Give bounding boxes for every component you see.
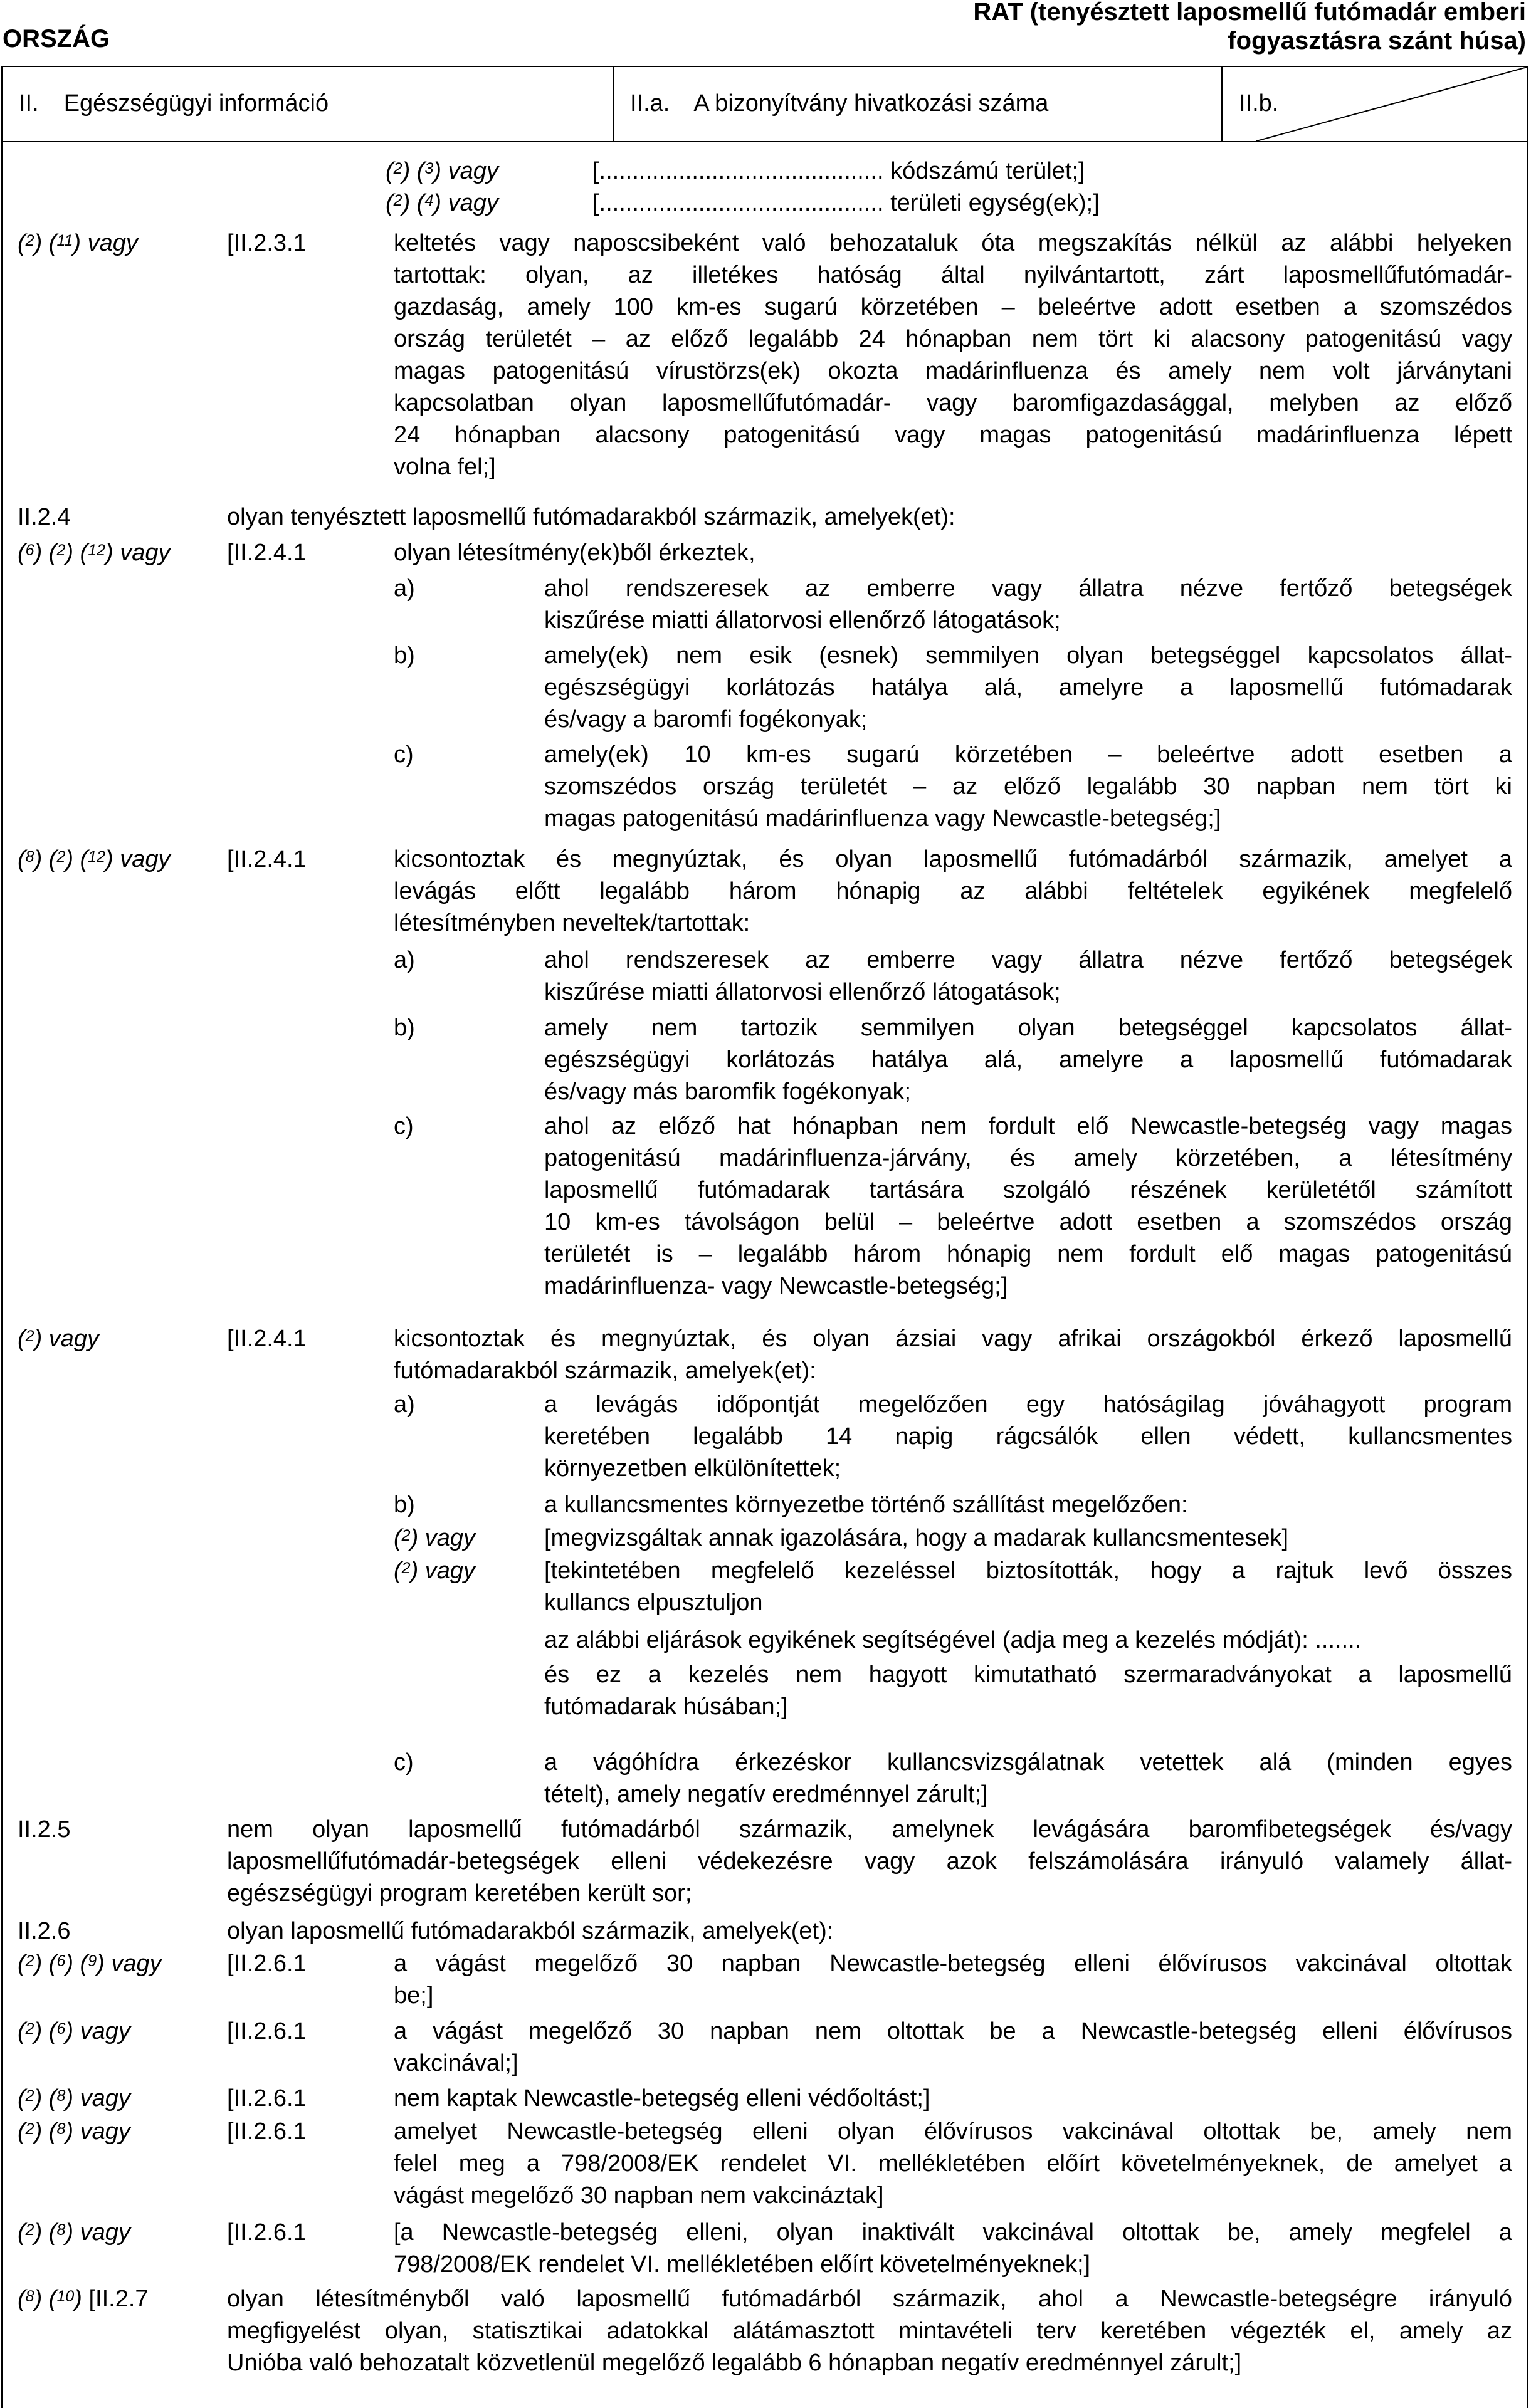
header-col1-label: Egészségügyi információ (63, 90, 329, 117)
section-2-4-1-third-intro: kicsontoztak és megnyúztak, és olyan ázsiai vagy afrikai országokból érkező laposmellű futómadarakból származik, amelyek(et): (394, 1326, 1512, 1384)
section-2-6-text: olyan laposmellű futómadarakból származik, amelyek(et): (227, 1918, 834, 1944)
section-2-3-1-number: [II.2.3.1 (227, 230, 307, 256)
header-cell-reference (614, 67, 1223, 141)
section-2-5-number: II.2.5 (18, 1816, 71, 1843)
territory-code-notes: ($^2$) ($^3$) vagy (386, 158, 498, 184)
country-label: ORSZÁG (3, 25, 110, 53)
section-2-4-1-third-notes: ($^2$) vagy (18, 1326, 100, 1352)
section-2-7-notes: ($^8$) ($^{10}$) [II.2.7 (18, 2286, 149, 2312)
header-col2-num: II.a. (630, 90, 670, 117)
section-header-table (1, 66, 1528, 142)
section-2-7-number: [II.2.7 (88, 2286, 149, 2312)
section-2-6-number: II.2.6 (18, 1918, 71, 1944)
header-col1-num: II. (19, 90, 39, 117)
header-col3-num: II.b. (1239, 90, 1279, 117)
section-2-7-text: olyan létesítményből való laposmellű futómadárból származik, ahol a Newcastle-betegségre irányuló megfigyelést olyan, statisztikai adatokkal alátámasztott mintavételi terv keretében végezték el, amely az Unióba való behozatalt közvetlenül megelőző legalább 6 hónapban negatív eredménnyel zárult;] (227, 2286, 1512, 2376)
territory-unit-notes: ($^2$) ($^4$) vagy (386, 190, 498, 216)
section-2-4-1-third-number: [II.2.4.1 (227, 1326, 307, 1352)
section-2-4-1-second-number: [II.2.4.1 (227, 846, 307, 872)
header-cell-health-info (3, 67, 614, 141)
section-2-4-number: II.2.4 (18, 504, 71, 530)
header-col2-label: A bizonyítvány hivatkozási száma (693, 90, 1049, 117)
certificate-title (774, 0, 1526, 55)
territory-code-text: [........................................... kódszámú terület;] (592, 158, 1085, 184)
section-2-4-1-first-number: [II.2.4.1 (227, 540, 307, 566)
section-2-3-1-text: keltetés vagy naposcsibeként való behozataluk óta megszakítás nélkül az alábbi helyeken tartottak: olyan, az illetékes hatóság által nyilvántartott, zárt laposmellűfutómadár- gazdaság, amely 100 km-es sugarú körzetében – beleértve adott esetben a szomszédos ország területét – az előző legalább 24 hónapban nem tört ki alacsony patogenitású vagy magas patogenitású vírustörzs(ek) okozta madárinfluenza és amely nem volt járványtani kapcsolatban olyan laposmellűfutómadár- vagy baromfigazdasággal, melyben az előző 24 hónapban alacsony patogenitású vagy magas patogenitású madárinfluenza lépett volna fel;] (394, 230, 1512, 480)
section-2-4-1-first-intro: olyan létesítmény(ek)ből érkeztek, (394, 540, 755, 566)
section-2-4-text: olyan tenyésztett laposmellű futómadarakból származik, amelyek(et): (227, 504, 955, 530)
section-2-3-1-notes: ($^2$) ($^{11}$) vagy (18, 230, 138, 256)
section-2-4-1-second-intro: kicsontoztak és megnyúztak, és olyan laposmellű futómadárból származik, amelyet a levágás előtt legalább három hónapig az alábbi feltételek egyikének megfelelő létesítményben neveltek/tartottak: (394, 846, 1512, 936)
section-2-4-1-second-notes: ($^8$) ($^2$) ($^{12}$) vagy (18, 846, 171, 872)
header-diagonal-line (1256, 67, 1527, 141)
territory-unit-text: [........................................... területi egység(ek);] (592, 190, 1100, 216)
certificate-body: ($^2$) ($^3$) vagy [........................................... kódszámú terület;] ($^2$) ($^4$) vagy [........................................... területi egység(ek);] ($^2$) ($^{11}$) vagy [II.2.3.1 keltetés vagy naposcsibeként való behozataluk óta megszakítás nélkül az alábbi helyeken tartottak: olyan, az illetékes hatóság által nyilvántartott, zárt laposmellűfutómadár- gazdaság, amely 100 km-es sugarú körzetében – beleértve adott esetben a szomszédos ország területét – az előző legalább 24 hónapban nem tört ki alacsony patogenitású vagy magas patogenitású vírustörzs(ek) okozta madárinfluenza és amely nem volt járványtani kapcsolatban olyan laposmellűfutómadár- vagy baromfigazdasággal, melyben az előző 24 hónapban alacsony patogenitású vagy magas patogenitású madárinfluenza lépett volna fel;] II.2.4 olyan tenyésztett laposmellű futómadarakból származik, amelyek(et): ($^6$) ($^2$) ($^{12}$) vagy [II.2.4.1 olyan létesítmény(ek)ből érkeztek, a) ahol rendszeresek az emberre vagy állatra nézve fertőző betegségek kiszűrése miatti állatorvosi ellenőrző látogatások; b) amely(ek) nem esik (esnek) semmilyen olyan betegséggel kapcsolatos állat- egészségügyi korlátozás hatálya alá, amelyre a laposmellű futómadarak és/vagy a baromfi fogékonyak; c) amely(ek) 10 km-es sugarú körzetében – beleértve adott esetben a szomszédos ország területét – az előző legalább 30 napban nem tört ki magas patogenitású madárinfluenza vagy Newcastle-betegség;] ($^8$) ($^2$) ($^{12}$) vagy [II.2.4.1 kicsontoztak és megnyúztak, és olyan laposmellű futómadárból származik, amelyet a levágás előtt legalább három hónapig az alábbi feltételek egyikének megfelelő létesítményben neveltek/tartottak: a) ahol rendszeresek az emberre vagy állatra nézve fertőző betegségek kiszűrése miatti állatorvosi ellenőrző látogatások; b) amely nem tartozik semmilyen olyan betegséggel kapcsolatos állat- egészségügyi korlátozás hatálya alá, amelyre a laposmellű futómadarak és/vagy más baromfik fogékonyak; c) ahol az előző hat hónapban nem fordult elő Newcastle-betegség vagy magas patogenitású madárinfluenza-járvány, és amely körzetében, a létesítmény laposmellű futómadarak tartására szolgáló részének kerületétől számított 10 km-es távolságon belül – beleértve adott esetben a szomszédos ország területét is – legalább három hónapig nem fordult elő magas patogenitású madárinfluenza- vagy Newcastle-betegség;] ($^2$) vagy [II.2.4.1 kicsontoztak és megnyúztak, és olyan ázsiai vagy afrikai országokból érkező laposmellű futómadarakból származik, amelyek(et): a) a levágás időpontját megelőzően egy hatóságilag jóváhagyott program keretében legalább 14 napig rágcsálók ellen védett, kullancsmentes környezetben elkülönítettek; b) a kullancsmentes környezetbe történő szállítást megelőzően: ($^2$) vagy [megvizsgáltak annak igazolására, hogy a madarak kullancsmentesek] ($^2$) vagy [tekintetében megfelelő kezeléssel biztosították, hogy a rajtuk levő összes kullancs elpusztuljon az alábbi eljárások egyikének segítségével (adja meg a kezelés módját): ....... és ez a kezelés nem hagyott kimutatható szermaradványokat a laposmellű futómadarak húsában;] c) a vágóhídra érkezéskor kullancsvizsgálatnak vetettek alá (minden egyes tételt), amely negatív eredménnyel zárult;] II.2.5 nem olyan laposmellű futómadárból származik, amelynek levágására baromfibetegségek és/vagy laposmellűfutómadár-betegségek elleni védekezésre vagy azok felszámolására irányuló valamely állat- egészségügyi program keretében került sor; II.2.6 olyan laposmellű futómadarakból származik, amelyek(et): ($^2$) ($^6$) ($^9$) vagy [II.2.6.1 a vágást megelőző 30 napban Newcastle-betegség elleni élővírusos vakcinával oltottak be;] ($^2$) ($^6$) vagy [II.2.6.1 a vágást megelőző 30 napban nem oltottak be a Newcastle-betegség elleni élővírusos vakcinával;] ($^2$) ($^8$) vagy [II.2.6.1 nem kaptak Newcastle-betegség elleni védőoltást;] ($^2$) ($^8$) vagy [II.2.6.1 amelyet Newcastle-betegség elleni olyan élővírusos vakcinával oltottak be, amely nem felel meg a 798/2008/EK rendelet VI. mellékletében előírt követelményeknek, de amelyet a vágást megelőző 30 napban nem vakcináztak] ($^2$) ($^8$) vagy [II.2.6.1 [a Newcastle-betegség elleni, olyan inaktivált vakcinával oltottak be, amely megfelel a 798/2008/EK rendelet VI. mellékletében előírt követelményeknek;] ($^8$) ($^{10}$) [II.2.7 olyan létesítményből való laposmellű futómadárból származik, ahol a Newcastle-betegségre irányuló megfigyelést olyan, statisztikai adatokkal alátámasztott mintavételi terv keretében végezték el, amely az Unióba való behozatalt közvetlenül megelőző legalább 6 hónapban negatív eredménnyel zárult;] (1, 141, 1528, 2408)
section-2-5-text: nem olyan laposmellű futómadárból származik, amelynek levágására baromfibetegségek és/vagy laposmellűfutómadár-betegségek elleni védekezésre vagy azok felszámolására irányuló valamely állat- egészségügyi program keretében került sor; (227, 1816, 1512, 1907)
certificate-title-line1: RAT (tenyésztett laposmellű futómadár emberi (973, 0, 1526, 26)
section-2-4-1-first-notes: ($^6$) ($^2$) ($^{12}$) vagy (18, 540, 171, 566)
certificate-title-line2: fogyasztásra szánt húsa) (1228, 27, 1526, 55)
